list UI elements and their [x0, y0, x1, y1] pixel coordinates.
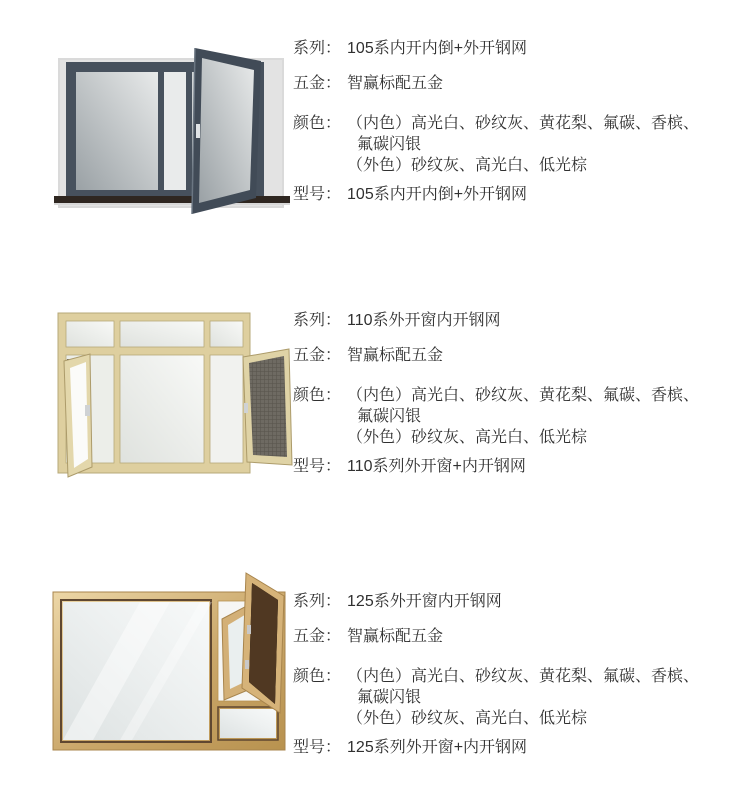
window-110-illustration: [0, 295, 300, 545]
color-line-2: 氟碳闪银: [357, 408, 422, 425]
window-105-illustration: [0, 20, 300, 265]
product-card-125: [0, 555, 750, 795]
window-handle-icon: [85, 405, 90, 416]
spec-row-color: [293, 385, 738, 448]
spec-row-hardware: [293, 626, 738, 647]
window-hinge-icon: [245, 660, 249, 669]
spec-label-hardware: 五金：: [293, 628, 342, 645]
color-line-1: （内色）高光白、砂纹灰、黄花梨、氟碳、香槟、: [347, 668, 700, 685]
spec-label-model: 型号：: [293, 458, 342, 475]
spec-value-series: 110系外开窗内开钢网: [347, 312, 501, 329]
color-line-2: 氟碳闪银: [357, 136, 422, 153]
spec-list-125: [293, 591, 738, 758]
spec-list-110: [293, 310, 738, 477]
color-line-3: （外色）砂纹灰、高光白、低光棕: [347, 157, 588, 174]
spec-label-hardware: 五金：: [293, 347, 342, 364]
window-image-105: [0, 20, 300, 265]
spec-row-hardware: [293, 73, 738, 94]
spec-row-series: [293, 591, 738, 612]
color-line-1: （内色）高光白、砂纹灰、黄花梨、氟碳、香槟、: [347, 115, 700, 132]
window-125-illustration: [0, 565, 300, 765]
spec-value-hardware: 智赢标配五金: [347, 628, 444, 645]
spec-row-model: [293, 184, 738, 205]
spec-value-color: [347, 385, 738, 448]
spec-row-series: [293, 38, 738, 59]
spec-label-color: 颜色：: [293, 115, 342, 132]
color-line-3: （外色）砂纹灰、高光白、低光棕: [347, 429, 588, 446]
spec-value-model: 105系内开内倒+外开钢网: [347, 186, 528, 203]
window-image-110: [0, 295, 300, 545]
spec-label-series: 系列：: [293, 593, 342, 610]
spec-label-color: 颜色：: [293, 387, 342, 404]
window-handle-icon: [196, 124, 200, 138]
spec-label-color: 颜色：: [293, 668, 342, 685]
spec-label-model: 型号：: [293, 186, 342, 203]
spec-row-model: [293, 456, 738, 477]
spec-label-hardware: 五金：: [293, 75, 342, 92]
spec-label-series: 系列：: [293, 40, 342, 57]
color-line-2: 氟碳闪银: [357, 689, 422, 706]
product-card-105: [0, 0, 750, 270]
window-hinge-icon: [247, 625, 251, 634]
spec-value-model: 110系列外开窗+内开钢网: [347, 458, 526, 475]
spec-value-series: 125系外开窗内开钢网: [347, 593, 502, 610]
spec-value-color: [347, 666, 738, 729]
spec-value-hardware: 智赢标配五金: [347, 75, 444, 92]
spec-row-color: [293, 113, 738, 176]
spec-row-series: [293, 310, 738, 331]
spec-value-color: [347, 113, 738, 176]
spec-label-series: 系列：: [293, 312, 342, 329]
spec-label-model: 型号：: [293, 739, 342, 756]
spec-row-hardware: [293, 345, 738, 366]
spec-row-color: [293, 666, 738, 729]
window-handle-icon: [244, 403, 248, 413]
spec-value-series: 105系内开内倒+外开钢网: [347, 40, 528, 57]
spec-value-model: 125系列外开窗+内开钢网: [347, 739, 528, 756]
product-card-110: [0, 270, 750, 555]
spec-row-model: [293, 737, 738, 758]
color-line-1: （内色）高光白、砂纹灰、黄花梨、氟碳、香槟、: [347, 387, 700, 404]
window-image-125: [0, 565, 300, 765]
spec-value-hardware: 智赢标配五金: [347, 347, 444, 364]
color-line-3: （外色）砂纹灰、高光白、低光棕: [347, 710, 588, 727]
spec-list-105: [293, 38, 738, 205]
